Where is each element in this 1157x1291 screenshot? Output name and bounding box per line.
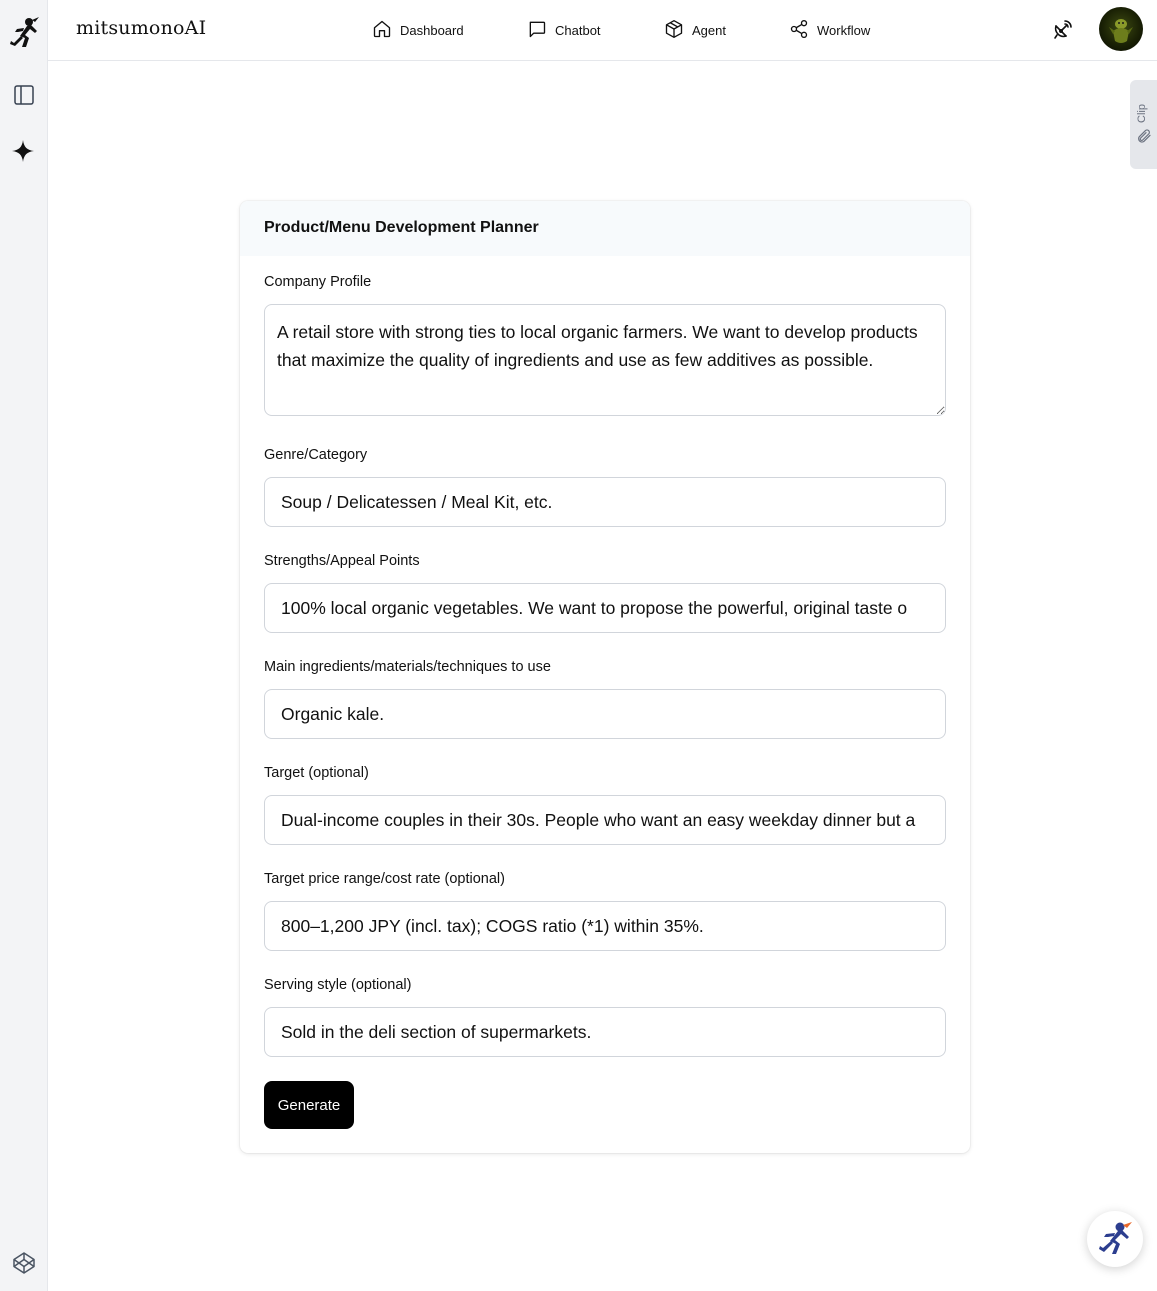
codepen-icon[interactable] (12, 1251, 36, 1275)
planner-form-card (240, 201, 970, 1153)
home-icon (372, 19, 392, 42)
nav-dashboard-label: Dashboard (400, 22, 464, 38)
cube-icon (664, 19, 684, 42)
nav-workflow[interactable] (789, 0, 870, 60)
sidebar-panel-icon[interactable] (12, 83, 36, 107)
genre-label: Genre/Category (264, 447, 368, 463)
clip-label: Clip (1136, 104, 1148, 123)
sidebar (0, 0, 48, 1291)
sparkle-icon[interactable] (11, 139, 35, 163)
serving-style-input[interactable]: Sold in the deli section of supermarkets. (264, 1007, 946, 1057)
price-label: Target price range/cost rate (optional) (264, 871, 505, 887)
nav-chatbot-label: Chatbot (555, 22, 601, 38)
company-profile-label: Company Profile (264, 274, 372, 290)
chat-bubble-icon (527, 19, 547, 42)
page-title: Product/Menu Development Planner (264, 219, 539, 236)
price-input[interactable]: 800–1,200 JPY (incl. tax); COGS ratio (*1) within 35%. (264, 901, 946, 951)
generate-button[interactable]: Generate (264, 1081, 354, 1129)
strengths-input[interactable]: 100% local organic vegetables. We want to propose the powerful, original taste o (264, 583, 946, 633)
target-label: Target (optional) (264, 765, 369, 781)
serving-style-label: Serving style (optional) (264, 977, 412, 993)
share-nodes-icon (789, 19, 809, 42)
strengths-label: Strengths/Appeal Points (264, 553, 420, 569)
ingredients-input[interactable]: Organic kale. (264, 689, 946, 739)
assistant-fab[interactable] (1087, 1211, 1143, 1267)
user-avatar[interactable] (1099, 7, 1143, 51)
top-navigation-bar (48, 0, 1157, 61)
nav-dashboard[interactable] (372, 0, 464, 60)
nav-agent[interactable] (664, 0, 726, 60)
nav-chatbot[interactable] (527, 0, 601, 60)
satellite-dish-icon[interactable] (1051, 17, 1075, 41)
company-profile-textarea[interactable] (264, 304, 946, 416)
target-input[interactable]: Dual-income couples in their 30s. People who want an easy weekday dinner but a (264, 795, 946, 845)
brand-name[interactable]: mitsumonoAI (76, 17, 207, 39)
nav-workflow-label: Workflow (817, 22, 871, 38)
ingredients-label: Main ingredients/materials/techniques to use (264, 659, 551, 675)
genre-input[interactable]: Soup / Delicatessen / Meal Kit, etc. (264, 477, 946, 527)
running-ninja-logo[interactable] (8, 16, 40, 52)
nav-agent-label: Agent (692, 22, 726, 38)
clip-side-tab[interactable] (1130, 80, 1157, 169)
card-header (240, 201, 970, 256)
